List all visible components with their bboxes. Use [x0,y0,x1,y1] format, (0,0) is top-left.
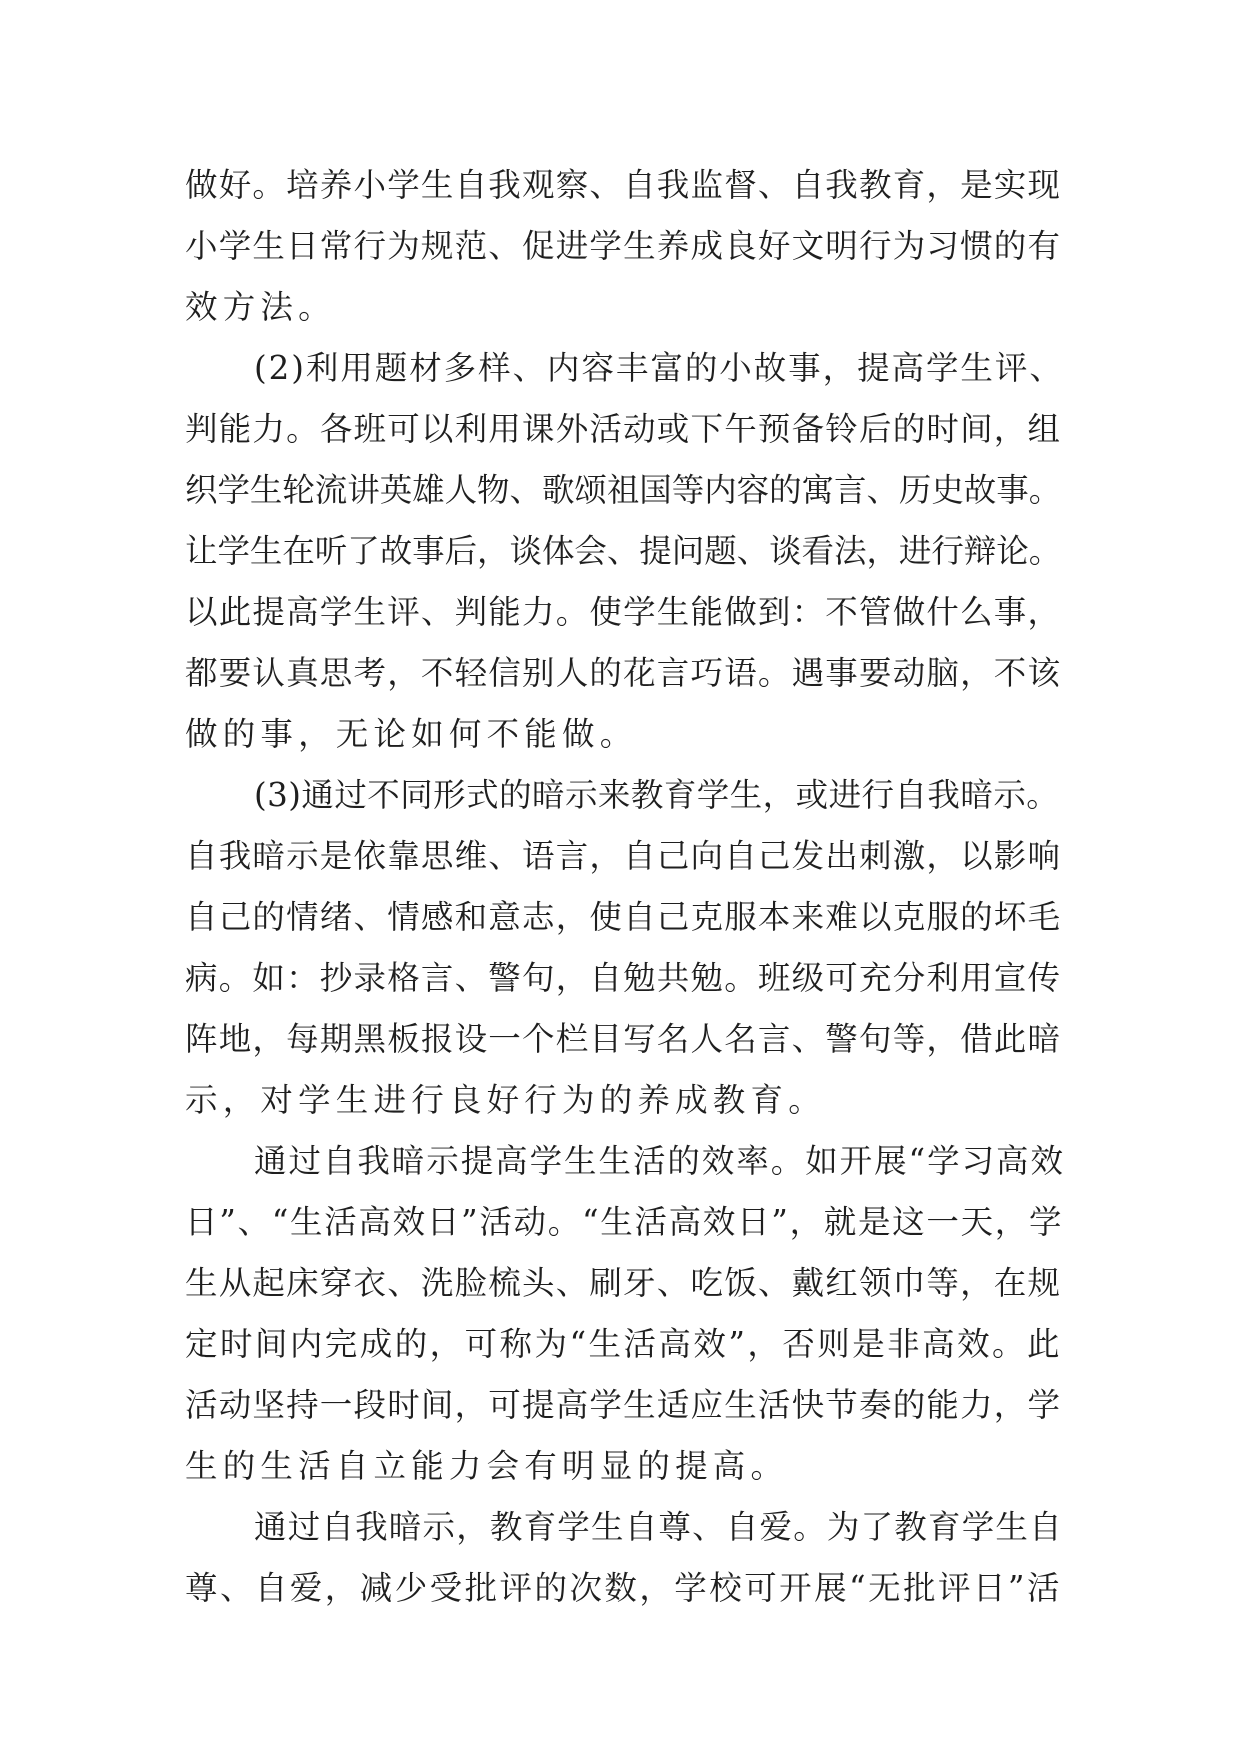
text-line: 做的事，无论如何不能做。 [185,715,638,753]
text-line: 尊、自爱，减少受批评的次数，学校可开展“无批评日”活 [185,1569,1062,1607]
text-line: 效方法。 [185,288,336,326]
paragraph-3 [185,765,1065,1131]
paragraph-4 [185,1131,1065,1497]
text-line: 以此提高学生评、判能力。使学生能做到：不管做什么事， [185,593,1062,631]
text-line: (2)利用题材多样、内容丰富的小故事，提高学生评、 [254,349,1064,387]
text-line: 让学生在听了故事后，谈体会、提问题、谈看法，进行辩论。 [185,532,1062,570]
text-line: 做好。培养小学生自我观察、自我监督、自我教育，是实现 [185,166,1062,204]
text-line: 生的生活自立能力会有明显的提高。 [185,1447,789,1485]
text-line: 自己的情绪、情感和意志，使自己克服本来难以克服的坏毛 [185,898,1062,936]
text-line: 小学生日常行为规范、促进学生养成良好文明行为习惯的有 [185,227,1062,265]
text-line: 病。如：抄录格言、警句，自勉共勉。班级可充分利用宣传 [185,959,1062,997]
text-line: 通过自我暗示提高学生生活的效率。如开展“学习高效 [254,1142,1065,1180]
text-line: 阵地，每期黑板报设一个栏目写名人名言、警句等，借此暗 [185,1020,1062,1058]
text-line: 日”、“生活高效日”活动。“生活高效日”，就是这一天，学 [185,1203,1064,1241]
text-line: 定时间内完成的，可称为“生活高效”，否则是非高效。此 [185,1325,1062,1363]
paragraph-2 [185,338,1065,765]
text-line: 判能力。各班可以利用课外活动或下午预备铃后的时间，组 [185,410,1062,448]
text-line: 活动坚持一段时间，可提高学生适应生活快节奏的能力，学 [185,1386,1062,1424]
text-line: 示，对学生进行良好行为的养成教育。 [185,1081,826,1119]
text-line: 织学生轮流讲英雄人物、歌颂祖国等内容的寓言、历史故事。 [185,471,1062,509]
text-line: 通过自我暗示，教育学生自尊、自爱。为了教育学生自 [254,1508,1063,1546]
text-line: 生从起床穿衣、洗脸梳头、刷牙、吃饭、戴红领巾等，在规 [185,1264,1062,1302]
text-line: 都要认真思考，不轻信别人的花言巧语。遇事要动脑，不该 [185,654,1062,692]
paragraph-5 [185,1497,1065,1619]
text-line: (3)通过不同形式的暗示来教育学生，或进行自我暗示。 [254,776,1060,814]
paragraph-1 [185,155,1065,338]
body-text [185,155,1065,1619]
text-line: 自我暗示是依靠思维、语言，自己向自己发出刺激，以影响 [185,837,1062,875]
